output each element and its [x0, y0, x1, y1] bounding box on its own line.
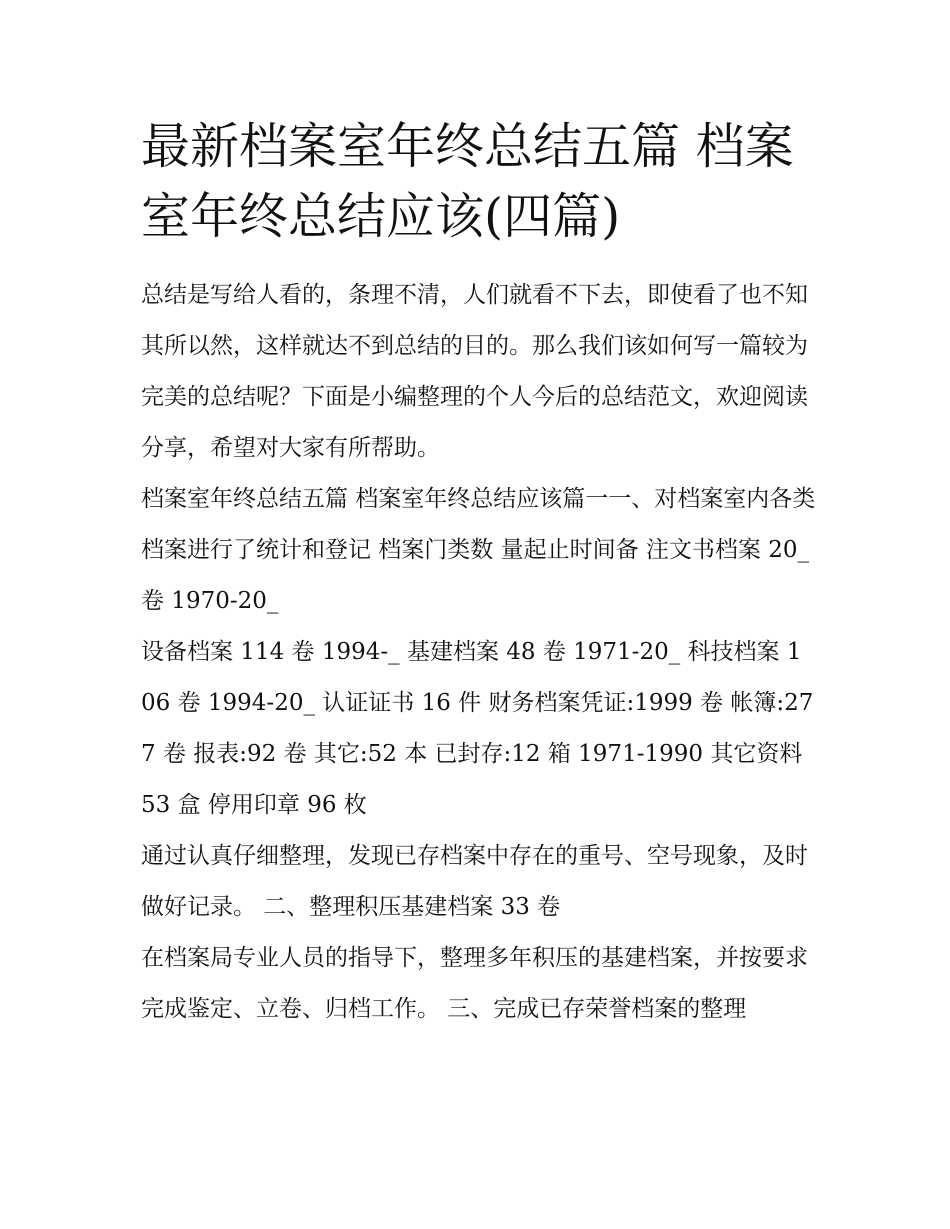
paragraph-construction-archives: 在档案局专业人员的指导下，整理多年积压的基建档案，并按要求完成鉴定、立卷、归档工作。 三、完成已存荣誉档案的整理 — [141, 945, 808, 1022]
document-body — [141, 112, 816, 1035]
document-title: 最新档案室年终总结五篇 档案室年终总结应该(四篇) — [141, 118, 794, 245]
paragraph-statistics: 档案室年终总结五篇 档案室年终总结应该篇一一、对档案室内各类档案进行了统计和登记 档案门类数 量起止时间备 注文书档案 20_卷 1970-20_ — [141, 486, 816, 614]
paragraph-record-check: 通过认真仔细整理，发现已存档案中存在的重号、空号现象，及时做好记录。 二、整理积压基建档案 33 卷 — [141, 843, 808, 920]
paragraph-intro: 总结是写给人看的，条理不清，人们就看不下去，即使看了也不知其所以然，这样就达不到总结的目的。那么我们该如何写一篇较为完美的总结呢？下面是小编整理的个人今后的总结范文，欢迎阅读分享，希望对大家有所帮助。 — [141, 282, 808, 461]
paragraph-archive-counts: 设备档案 114 卷 1994-_ 基建档案 48 卷 1971-20_ 科技档案 106 卷 1994-20_ 认证证书 16 件 财务档案凭证:1999 卷 帐簿:277 卷 报表:92 卷 其它:52 本 已封存:12 箱 1971-1990 其它资料 53 盒 停用印章 96 枚 — [141, 639, 814, 818]
